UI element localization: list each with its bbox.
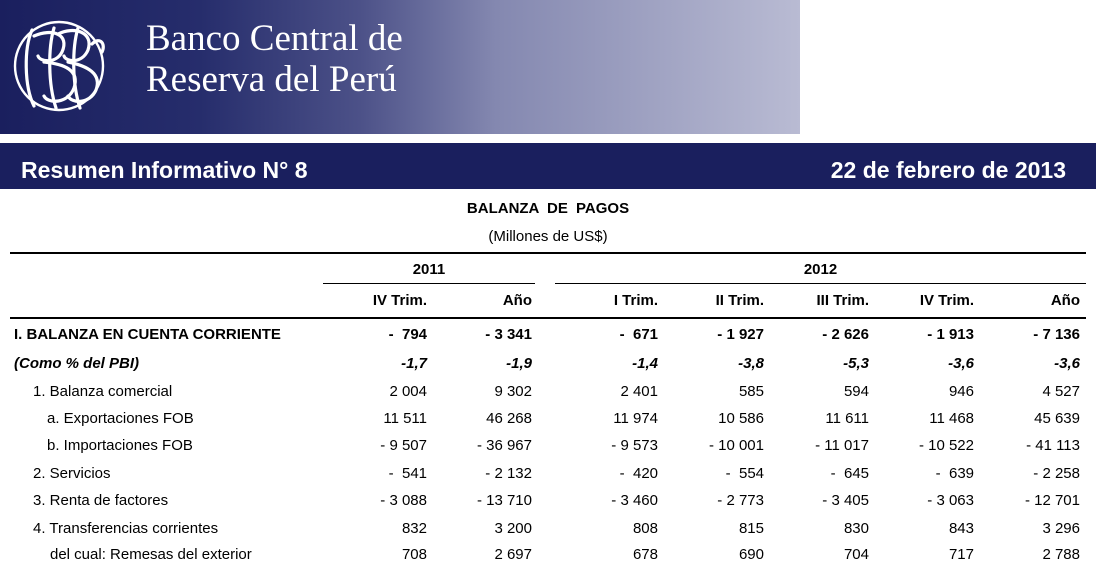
row-value: 2 697 (494, 546, 532, 563)
row-label: 3. Renta de factores (33, 492, 169, 509)
bank-name-line2: Reserva del Perú (146, 59, 397, 100)
row-value: - 2 132 (485, 465, 532, 482)
row-label: (Como % del PBI) (14, 355, 140, 372)
row-value: 11 468 (929, 410, 974, 427)
row-value: 830 (843, 520, 869, 537)
row-value: -3,8 (738, 355, 764, 372)
column-header: IV Trim. (919, 292, 974, 309)
column-header: Año (1050, 292, 1080, 309)
row-value: - 1 927 (717, 326, 764, 343)
row-value: - 541 (388, 465, 427, 482)
row-label: del cual: Remesas del exterior (50, 546, 252, 563)
row-value: - 2 773 (717, 492, 764, 509)
row-value: -3,6 (948, 355, 974, 372)
row-value: - 639 (935, 465, 974, 482)
table-top-rule (10, 252, 1086, 254)
row-value: -1,9 (506, 355, 532, 372)
column-header: III Trim. (816, 292, 869, 309)
row-label: b. Importaciones FOB (47, 437, 193, 454)
table-title: BALANZA DE PAGOS (466, 200, 630, 217)
report-title: Resumen Informativo N° 8 (21, 157, 308, 183)
row-value: - 420 (619, 465, 658, 482)
row-value: 708 (401, 546, 427, 563)
bcrp-monogram-icon (4, 8, 112, 120)
table-row (0, 410, 1096, 434)
row-value: 3 296 (1042, 520, 1080, 537)
row-value: 9 302 (494, 383, 532, 400)
row-value: 3 200 (494, 520, 532, 537)
row-value: - 3 405 (822, 492, 869, 509)
row-value: - 9 573 (611, 437, 658, 454)
row-value: 2 004 (389, 383, 427, 400)
row-label: I. BALANZA EN CUENTA CORRIENTE (14, 326, 281, 343)
row-value: 11 974 (613, 410, 658, 427)
row-value: - 3 088 (380, 492, 427, 509)
row-value: - 10 522 (918, 437, 974, 454)
row-value: - 671 (619, 326, 658, 343)
year-group-2011: 2011 (412, 261, 446, 278)
row-value: - 41 113 (1026, 437, 1080, 454)
row-value: 946 (948, 383, 974, 400)
table-row (0, 492, 1096, 516)
row-value: -5,3 (843, 355, 869, 372)
row-label: 2. Servicios (33, 465, 111, 482)
table-row (0, 520, 1096, 544)
table-row (0, 465, 1096, 489)
row-value: - 10 001 (708, 437, 764, 454)
row-value: -1,4 (632, 355, 658, 372)
row-value: 11 511 (383, 410, 427, 427)
table-row (0, 383, 1096, 407)
row-value: - 36 967 (476, 437, 532, 454)
row-value: 46 268 (486, 410, 532, 427)
row-value: - 3 341 (485, 326, 532, 343)
row-value: - 12 701 (1024, 492, 1080, 509)
column-header: IV Trim. (372, 292, 427, 309)
row-value: 594 (843, 383, 869, 400)
bank-name-line1: Banco Central de (146, 18, 403, 59)
row-value: 2 788 (1042, 546, 1080, 563)
header-banner-blank (800, 0, 1096, 134)
column-header: I Trim. (613, 292, 658, 309)
row-value: - 3 460 (611, 492, 658, 509)
row-value: - 794 (388, 326, 427, 343)
row-label: a. Exportaciones FOB (47, 410, 194, 427)
row-value: 690 (738, 546, 764, 563)
row-value: - 13 710 (476, 492, 532, 509)
row-value: 45 639 (1034, 410, 1080, 427)
year-rule-2011 (323, 283, 535, 284)
row-value: - 1 913 (927, 326, 974, 343)
header-bottom-rule (10, 317, 1086, 319)
table-subtitle: (Millones de US$) (488, 228, 608, 245)
row-value: 832 (401, 520, 427, 537)
row-value: 10 586 (718, 410, 764, 427)
row-value: -3,6 (1054, 355, 1080, 372)
row-value: - 7 136 (1033, 326, 1080, 343)
row-value: - 554 (725, 465, 764, 482)
row-value: - 9 507 (380, 437, 427, 454)
year-rule-2012 (555, 283, 1086, 284)
table-row (0, 546, 1096, 570)
table-row (0, 437, 1096, 461)
table-row (0, 326, 1096, 350)
year-group-2012: 2012 (803, 261, 838, 278)
row-value: 808 (632, 520, 658, 537)
row-value: 678 (632, 546, 658, 563)
row-value: 11 611 (825, 410, 869, 427)
row-value: 2 401 (620, 383, 658, 400)
table-row (0, 355, 1096, 379)
row-value: 717 (948, 546, 974, 563)
row-value: - 2 258 (1033, 465, 1080, 482)
row-value: - 645 (830, 465, 869, 482)
bank-name (146, 18, 403, 100)
row-value: 843 (948, 520, 974, 537)
report-date: 22 de febrero de 2013 (830, 157, 1066, 183)
row-value: - 2 626 (822, 326, 869, 343)
row-value: -1,7 (401, 355, 427, 372)
row-value: - 11 017 (815, 437, 869, 454)
row-value: - 3 063 (927, 492, 974, 509)
row-value: 704 (843, 546, 869, 563)
row-value: 815 (738, 520, 764, 537)
row-label: 4. Transferencias corrientes (33, 520, 219, 537)
row-value: 4 527 (1042, 383, 1080, 400)
row-label: 1. Balanza comercial (33, 383, 173, 400)
row-value: 585 (738, 383, 764, 400)
column-header: Año (502, 292, 532, 309)
column-header: II Trim. (715, 292, 764, 309)
